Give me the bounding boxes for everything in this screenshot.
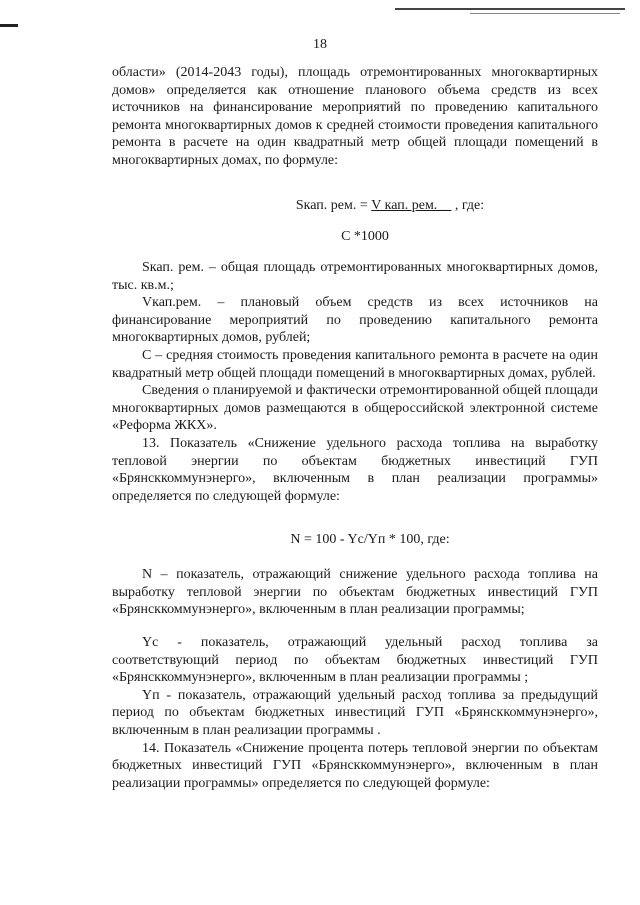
formula-1	[112, 197, 598, 215]
formula-2-text: N = 100 - Yc/Yп * 100, где:	[290, 532, 450, 547]
definition-n: N – показатель, отражающий снижение удельного расхода топлива на выработку тепловой энергии по объектам бюджетных инвестиций ГУП «Брянсккоммунэнерго», включенным в план реализации программы;	[112, 567, 598, 618]
formula-1-lhs: Sкап. рем. =	[295, 198, 372, 213]
formula-1-suffix: , где:	[451, 198, 485, 213]
definitions-block-2	[112, 634, 598, 792]
definition-s: Sкап. рем. – общая площадь отремонтированных многоквартирных домов, тыс. кв.м.;	[112, 260, 598, 293]
definition-v: Vкап.рем. – плановый объем средств из всех источников на финансирование мероприятий по проведению капитального ремонта многоквартирных домов, рублей;	[112, 295, 598, 346]
definition-c: С – средняя стоимость проведения капитального ремонта в расчете на один квадратный метр общей площади помещений в многоквартирных домах, рублей.	[112, 347, 598, 381]
definitions-block-1	[112, 259, 598, 505]
definition-yp: Yп - показатель, отражающий удельный расход топлива за предыдущий период по объектам бюджетных инвестиций ГУП «Брянсккоммунэнерго», включенным в план реализации программы .	[112, 687, 598, 738]
top-rule-secondary	[470, 13, 620, 14]
paragraph-info-reform: Сведения о планируемой и фактически отремонтированной общей площади многоквартирных домов размещаются в общероссийской электронной системе «Реформа ЖКХ».	[112, 383, 598, 434]
formula-1-denominator: С *1000	[341, 229, 389, 244]
formula-2	[112, 531, 598, 549]
page-number: 18	[313, 37, 327, 52]
scan-edge-mark	[0, 24, 18, 27]
item-14: 14. Показатель «Снижение процента потерь тепловой энергии по объектам бюджетных инвестиций ГУП «Брянсккоммунэнерго», включенным в план реализации программы» определяется по следующей формуле:	[112, 740, 598, 791]
formula-1-numerator: V кап. рем.__	[371, 198, 452, 213]
paragraph-area-definition	[112, 64, 598, 170]
formula-1-denominator-row	[112, 228, 598, 246]
item-13: 13. Показатель «Снижение удельного расхода топлива на выработку тепловой энергии по объектам бюджетных инвестиций ГУП «Брянсккоммунэнерго», включенным в план реализации программы» определяется по следующей формуле:	[112, 435, 598, 504]
definition-n-block	[112, 566, 598, 619]
top-rule	[395, 8, 625, 10]
paragraph-area-definition-text: области» (2014-2043 годы), площадь отремонтированных многоквартирных домов» определяется как отношение планового объема средств из всех источников на финансирование мероприятий по проведению капитального ремонта многоквартирных домов к средней стоимости проведения капитального ремонта в расчете на один квадратный метр общей площади помещений в многоквартирных домах, по формуле:	[112, 65, 598, 168]
definition-yc: Yc - показатель, отражающий удельный расход топлива за соответствующий период по объектам бюджетных инвестиций ГУП «Брянсккоммунэнерго», включенным в план реализации программы ;	[112, 635, 598, 686]
